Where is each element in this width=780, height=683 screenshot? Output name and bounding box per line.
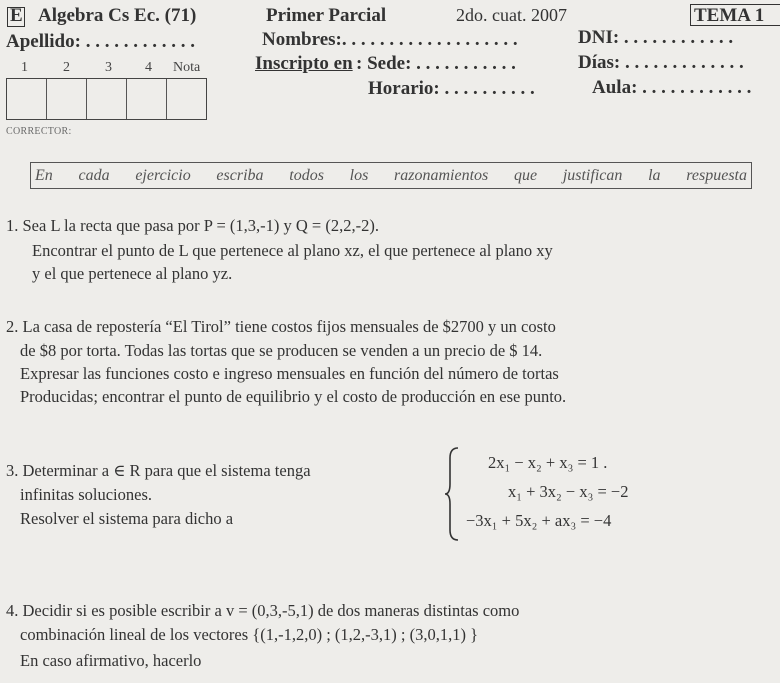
grade-cell-nota[interactable] bbox=[167, 79, 206, 119]
problem-3-line-2: infinitas soluciones. bbox=[20, 485, 152, 504]
notice-word: justifican bbox=[562, 166, 623, 184]
system-brace bbox=[444, 446, 460, 542]
notice-word: cada bbox=[78, 166, 110, 184]
notice-word: En bbox=[35, 166, 53, 184]
problem-2-line-4: Producidas; encontrar el punto de equilibrio y el costo de producción en ese punto. bbox=[20, 387, 567, 406]
grid-label-4: 4 bbox=[145, 60, 152, 75]
problem-2-line-3: Expresar las funciones costo e ingreso mensuales en función del número de tortas bbox=[20, 364, 559, 383]
grid-label-1: 1 bbox=[21, 60, 28, 75]
grade-cell-1[interactable] bbox=[7, 79, 47, 119]
equation-2: x₁ + 3x₂ − x₃ = −2 bbox=[508, 482, 629, 501]
problem-1-line-1: 1. Sea L la recta que pasa por P = (1,3,-1) y Q = (2,2,-2). bbox=[6, 216, 379, 235]
notice-word: respuesta bbox=[686, 166, 747, 184]
term: 2do. cuat. 2007 bbox=[456, 5, 567, 25]
notice-word: la bbox=[648, 166, 661, 184]
problem-2-line-2: de $8 por torta. Todas las tortas que se producen se venden a un precio de $ 14. bbox=[20, 341, 543, 360]
corrector-label: CORRECTOR: bbox=[6, 126, 72, 137]
instructions-box bbox=[30, 162, 752, 189]
problem-4-line-2: combinación lineal de los vectores {(1,-1,2,0) ; (1,2,-3,1) ; (3,0,1,1) } bbox=[20, 625, 479, 644]
problem-2-line-1: 2. La casa de repostería “El Tirol” tiene costos fijos mensuales de $2700 y un costo bbox=[6, 317, 556, 336]
dias-field[interactable]: Días: . . . . . . . . . . . . . bbox=[578, 52, 744, 73]
problem-3-line-1: 3. Determinar a ∈ R para que el sistema tenga bbox=[6, 461, 311, 480]
grade-cell-3[interactable] bbox=[87, 79, 127, 119]
dni-field[interactable]: DNI: . . . . . . . . . . . . bbox=[578, 27, 734, 48]
grade-cell-2[interactable] bbox=[47, 79, 87, 119]
problem-4-line-3: En caso afirmativo, hacerlo bbox=[20, 651, 202, 670]
e-letter: E bbox=[10, 5, 23, 26]
grid-label-nota: Nota bbox=[173, 60, 201, 75]
aula-field[interactable]: Aula: . . . . . . . . . . . . bbox=[592, 77, 752, 98]
notice-word: que bbox=[513, 166, 538, 184]
problem-3-line-3: Resolver el sistema para dicho a bbox=[20, 509, 234, 528]
problem-4-line-1: 4. Decidir si es posible escribir a v = (0,3,-5,1) de dos maneras distintas como bbox=[6, 601, 520, 620]
equation-1: 2x₁ − x₂ + x₃ = 1 . bbox=[488, 453, 608, 472]
grade-cell-4[interactable] bbox=[127, 79, 167, 119]
grid-label-2: 2 bbox=[63, 60, 70, 75]
notice-word: razonamientos bbox=[394, 166, 489, 184]
notice-word: los bbox=[349, 166, 369, 184]
inscripto-label: Inscripto en bbox=[255, 53, 353, 74]
apellido-field[interactable]: Apellido: . . . . . . . . . . . . bbox=[6, 31, 195, 52]
sede-field[interactable]: : Sede: . . . . . . . . . . . bbox=[356, 53, 516, 74]
course-title: Algebra Cs Ec. (71) bbox=[38, 5, 197, 26]
notice-word: ejercicio bbox=[135, 166, 191, 184]
horario-field[interactable]: Horario: . . . . . . . . . . bbox=[368, 78, 535, 99]
exam-title: Primer Parcial bbox=[266, 5, 387, 26]
tema-label: TEMA 1 bbox=[694, 5, 765, 26]
grid-label-3: 3 bbox=[105, 60, 112, 75]
problem-1-line-2: Encontrar el punto de L que pertenece al plano xz, el que pertenece al plano xy bbox=[32, 241, 553, 260]
equation-3: −3x₁ + 5x₂ + ax₃ = −4 bbox=[466, 511, 612, 530]
nombres-field[interactable]: Nombres:. . . . . . . . . . . . . . . . . . . bbox=[262, 29, 518, 50]
notice-word: escriba bbox=[216, 166, 264, 184]
notice-word: todos bbox=[289, 166, 324, 184]
grade-grid bbox=[6, 78, 207, 120]
problem-1-line-3: y el que pertenece al plano yz. bbox=[32, 264, 233, 283]
